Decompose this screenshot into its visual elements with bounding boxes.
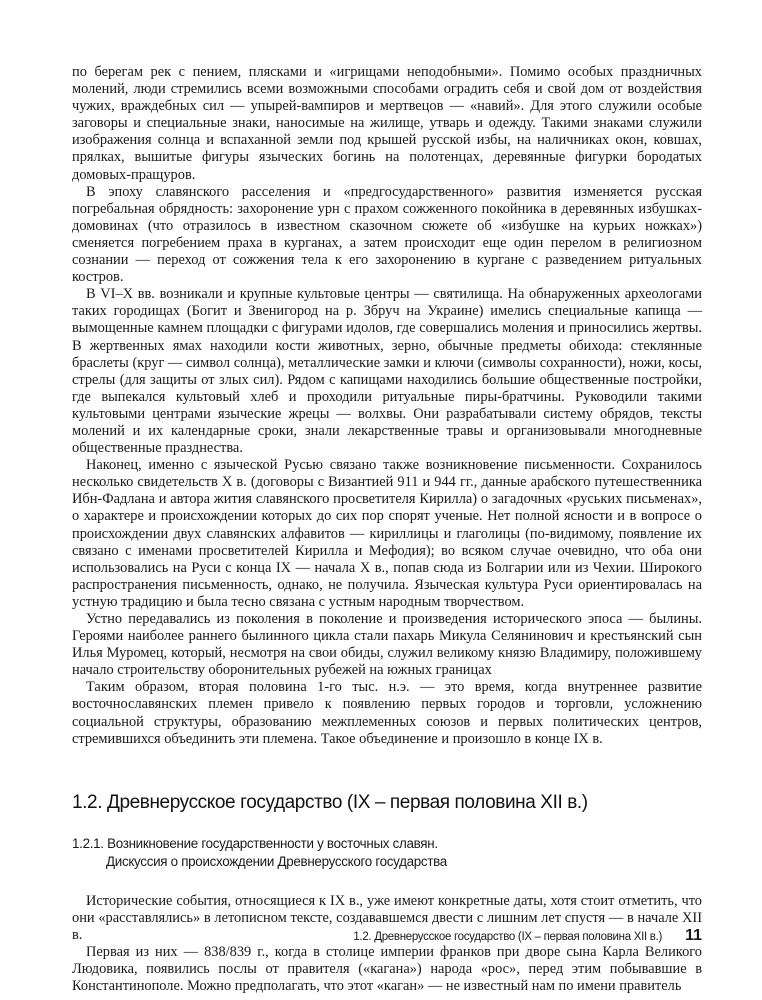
paragraph: Таким образом, вторая половина 1-го тыс. н.э. — это время, когда внутреннее развитие восточнославянских племен привело к появлению первых городов и торговли, усложнению социальной структуры, образованию межплеменных союзов и первых политических центров, стремившихся объединить эти племена. Такое объединение и произошло в конце IX в. bbox=[72, 679, 702, 747]
page-number: 11 bbox=[685, 927, 702, 944]
paragraph: Наконец, именно с языческой Русью связано также возникновение письменности. Сохранилось несколько свидетельств X в. (договоры с Византией 911 и 944 гг., данные арабского путешественника Ибн-Фадлана и автора жития славянского просветителя Кирилла) о загадочных «руських письменах», о характере и происхождении которых до сих пор спорят ученые. Нет полной ясности и в вопросе о происхождении двух славянских алфавитов — кириллицы и глаголицы (по-видимому, появление их связано с именами просветителей Кирилла и Мефодия); во всяком случае очевидно, что оба они использовались на Руси с конца IX — начала X в., попав сюда из Болгарии или из Чехии. Широкого распространения письменность, однако, не получила. Языческая культура Руси ориентировалась на устную традицию и была тесно связана с устным народным творчеством. bbox=[72, 457, 702, 610]
section-heading: 1.2. Древнерусское государство (IX – первая половина XII в.) bbox=[72, 791, 588, 813]
paragraph: В эпоху славянского расселения и «предгосударственного» развития изменяется русская погребальная обрядность: захоронение урн с прахом сожженного покойника в деревянных избушках-домовинах (что отразилось в известном сказочном сюжете об «избушке на курьих ножках») сменяется погребением праха в курганах, а затем происходит еще один перелом в религиозном сознании — переход от сожжения тела к его захоронению в кургане с разведением ритуальных костров. bbox=[72, 183, 702, 286]
subsection-heading bbox=[72, 835, 702, 871]
paragraph: по берегам рек с пением, плясками и «игрищами неподобными». Помимо особых праздничных молений, люди стремились всеми возможными способами оградить себя и свой дом от воздействия чужих, враждебных сил — упырей-вампиров и мертвецов — «навий». Для этого служили особые заговоры и специальные знаки, наносимые на жилище, утварь и одежду. Такими знаками служили изображения солнца и вспаханной земли под крышей русской избы, на наличниках окон, ковшах, прялках, вышитые фигуры языческих богинь на полотенцах, деревянные фигурки бородатых домовых-пращуров. bbox=[72, 64, 702, 183]
paragraph: Первая из них — 838/839 г., когда в столице империи франков при дворе сына Карла Великого Людовика, появились послы от правителя («кагана») народа «рос», перед этим побывавшие в Константинополе. Можно предполагать, что этот «каган» — не известный нам по имени правитель bbox=[72, 944, 702, 995]
subsection-heading-line2: Дискуссия о происхождении Древнерусского государства bbox=[106, 853, 447, 869]
subsection-heading-line1: 1.2.1. Возникновение государственности у восточных славян. bbox=[72, 835, 438, 851]
paragraph: В VI–X вв. возникали и крупные культовые центры — святилища. На обнаруженных археологами таких городищах (Богит и Звенигород на р. Збруч на Украине) имелись специальные капища — вымощенные камнем площадки с фигурами идолов, где совершались моления и приносились жертвы. В жертвенных ямах находили кости животных, зерно, обычные предметы обихода: стеклянные браслеты (круг — символ солнца), металлические замки и ключи (символы сохранности), ножи, косы, стрелы (для защиты от злых сил). Рядом с капищами находились большие общественные постройки, где выпекался культовый хлеб и проходили ритуальные пиры-братчины. Руководили такими культовыми центрами языческие жрецы — волхвы. Они разрабатывали систему обрядов, тексты молений и их календарные сроки, знали лекарственные травы и организовывали многодневные общественные празднества. bbox=[72, 286, 702, 457]
spacer bbox=[72, 871, 702, 893]
running-title: 1.2. Древнерусское государство (IX – первая половина XII в.) bbox=[353, 931, 662, 943]
paragraph: Устно передавались из поколения в поколение и произведения исторического эпоса — былины. Героями наиболее раннего былинного цикла стали пахарь Микула Селянинович и крестьянский сын Илья Муромец, который, несмотря на свои обиды, служил великому князю Владимиру, положившему начало строительству оборонительных рубежей на южных границах bbox=[72, 611, 702, 679]
paragraph: Исторические события, относящиеся к IX в., уже имеют конкретные даты, хотя стоит отметить, что они «расставлялись» в летописном тексте, создававшемся двести с лишним лет спустя — в начале XII в. bbox=[72, 892, 702, 943]
page-footer bbox=[72, 926, 702, 948]
page-body bbox=[72, 64, 702, 995]
